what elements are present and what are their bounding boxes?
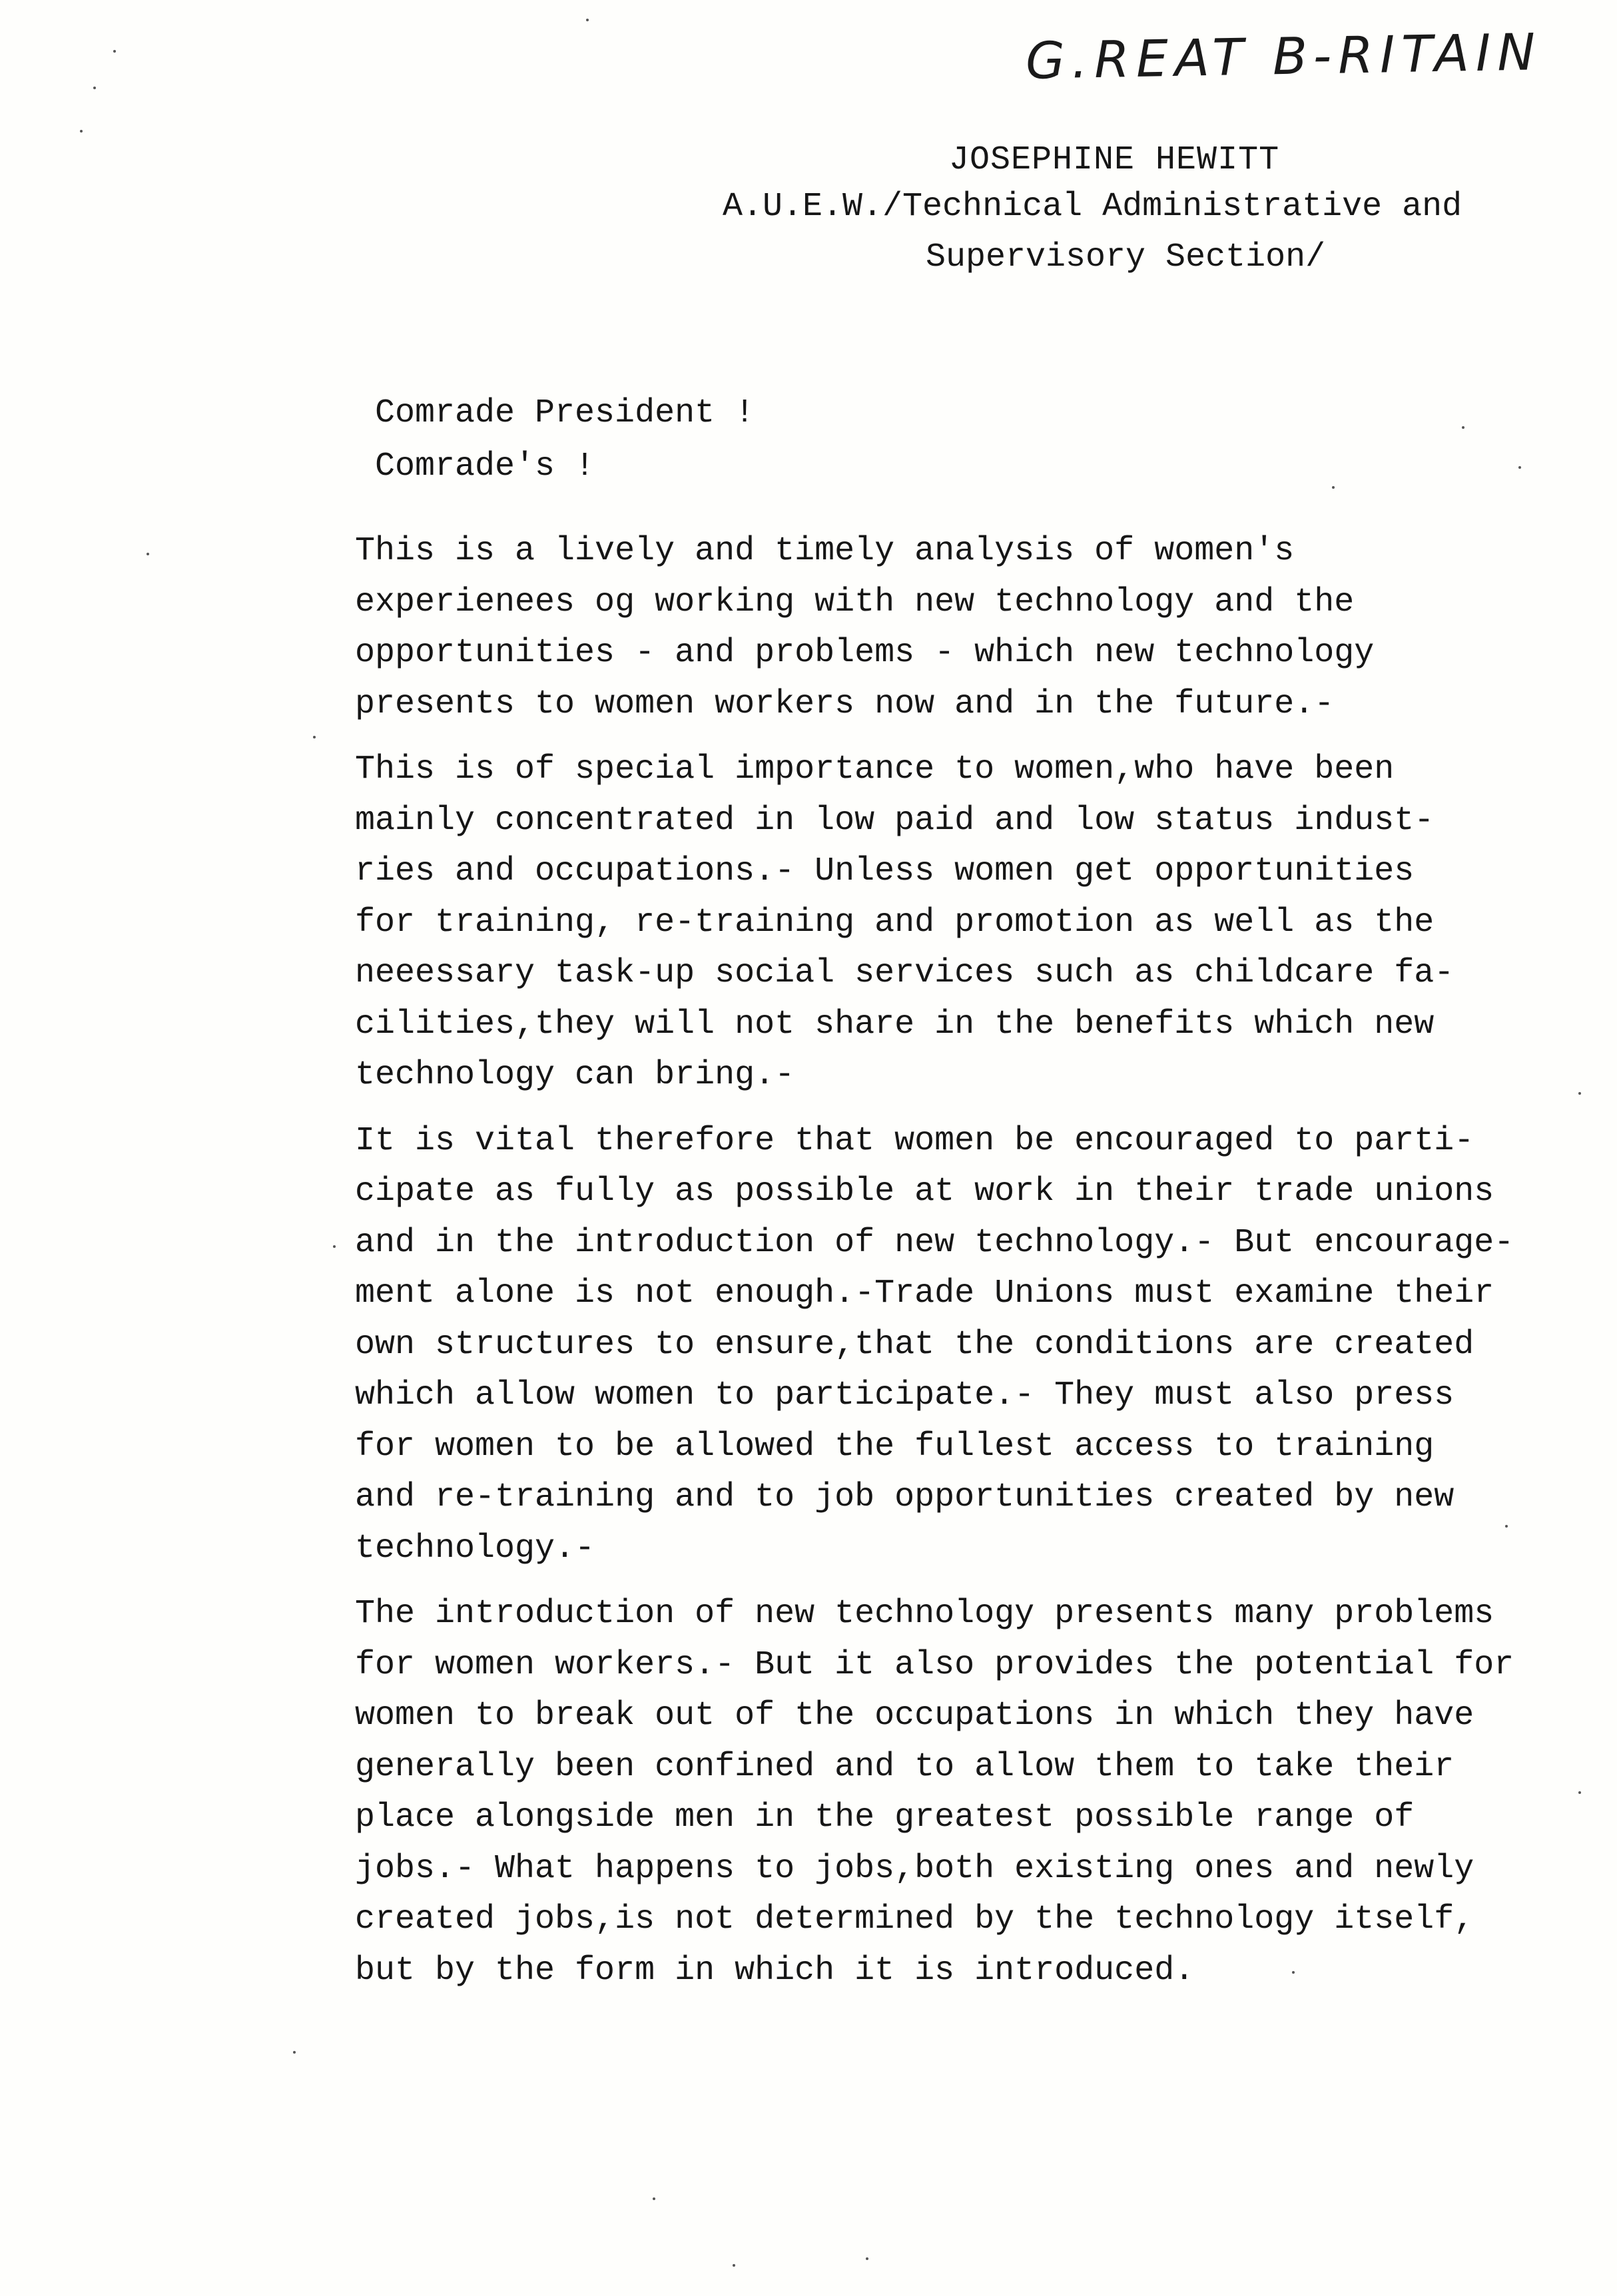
scan-speck: [113, 50, 116, 53]
scan-speck: [1292, 1971, 1295, 1974]
scan-speck: [733, 2264, 735, 2267]
scan-speck: [653, 2197, 655, 2200]
handwritten-country-note: G.REAT B-RITAIN: [1025, 22, 1542, 91]
scan-speck: [866, 2257, 868, 2260]
author-name: JOSEPHINE HEWITT: [949, 141, 1280, 179]
scan-speck: [293, 2051, 296, 2054]
scan-speck: [1578, 1092, 1581, 1095]
scan-speck: [1505, 1525, 1508, 1528]
scan-speck: [80, 130, 83, 133]
scan-speck: [1578, 1791, 1581, 1794]
affiliation-line-2: Supervisory Section/: [926, 238, 1326, 276]
scan-speck: [93, 87, 96, 89]
scan-speck: [1462, 426, 1464, 429]
paragraph-3: It is vital therefore that women be encouraged to parti- cipate as fully as possible at work in their trade unions and in the introduction of new technology.- But encourage- ment alone is not enough.-Trade Unions must examine their own structures to ensure,that the conditions are created which allow women to participate.- They must also press for women to be allowed the fullest access to training and re-training and to job opportunities created by new technology.-: [355, 1121, 1514, 1568]
scan-speck: [147, 553, 149, 555]
paragraph-2: This is of special importance to women,who have been mainly concentrated in low paid and low status indust- ries and occupations.- Unless women get opportunities for training, re-training and promotion as well as the neeessary task-up social services such as childcare fa- cilities,they will not share in the benefits which new technology can bring.-: [355, 750, 1455, 1094]
scan-speck: [1332, 486, 1335, 489]
scan-speck: [586, 19, 589, 21]
salutation-line-2: Comrade's !: [375, 447, 595, 485]
paragraph-4: The introduction of new technology presents many problems for women workers.- But it also provides the potential for women to break out of the occupations in which they have generally been confined and to allow them to take their place alongside men in the greatest possible range of jobs.- What happens to jobs,both existing ones and newly created jobs,is not determined by the technology itself, but by the form in which it is introduced.: [355, 1595, 1514, 1990]
affiliation-line-1: A.U.E.W./Technical Administrative and: [723, 188, 1462, 226]
salutation-line-1: Comrade President !: [375, 394, 755, 432]
scan-speck: [1518, 466, 1521, 469]
scan-speck: [333, 1245, 336, 1248]
body-text: [355, 526, 1567, 2011]
scan-speck: [313, 736, 316, 738]
paragraph-1: This is a lively and timely analysis of women's experienees og working with new technology and the opportunities - and problems - which new technology presents to women workers now and in the future.-: [355, 532, 1375, 723]
